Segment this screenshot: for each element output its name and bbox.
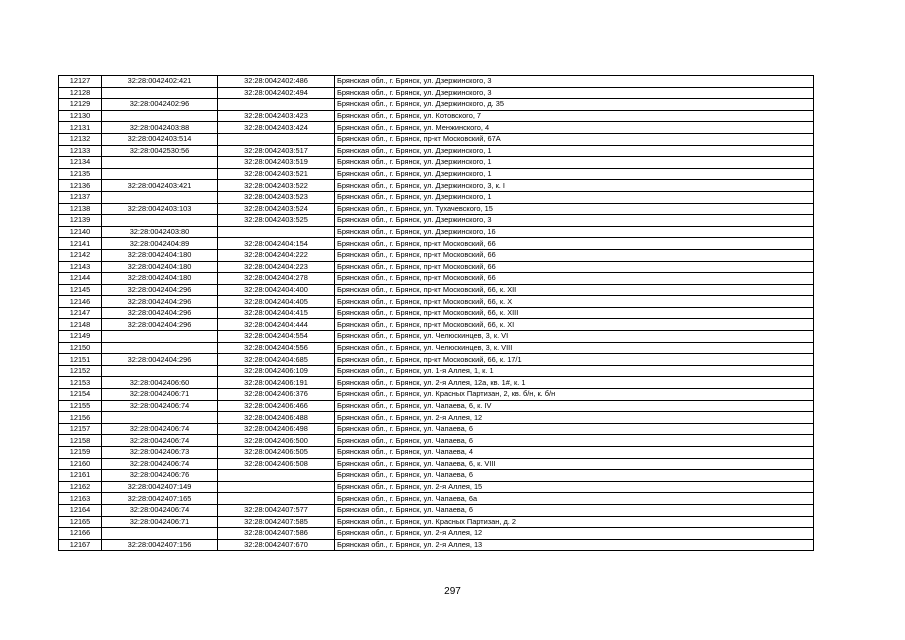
address-cell: Брянская обл., г. Брянск, пр-кт Московский, 66, к. X [335, 296, 814, 308]
object-cadastral-number-cell: 32:28:0042406:508 [218, 458, 335, 470]
table-row [59, 412, 814, 424]
table-row [59, 110, 814, 122]
object-cadastral-number-cell: 32:28:0042403:423 [218, 110, 335, 122]
row-number-cell: 12160 [59, 458, 102, 470]
row-number-cell: 12164 [59, 504, 102, 516]
object-cadastral-number-cell: 32:28:0042404:415 [218, 307, 335, 319]
table-row [59, 354, 814, 366]
row-number-cell: 12141 [59, 238, 102, 250]
cadastral-number-cell: 32:28:0042406:74 [102, 423, 218, 435]
table-row [59, 493, 814, 505]
cadastral-number-cell [102, 87, 218, 99]
object-cadastral-number-cell: 32:28:0042404:222 [218, 249, 335, 261]
cadastral-number-cell: 32:28:0042404:296 [102, 319, 218, 331]
address-cell: Брянская обл., г. Брянск, ул. Чапаева, 6 [335, 435, 814, 447]
table-row [59, 226, 814, 238]
table-row [59, 400, 814, 412]
cadastral-number-cell: 32:28:0042407:156 [102, 539, 218, 551]
object-cadastral-number-cell: 32:28:0042403:424 [218, 122, 335, 134]
table-row [59, 261, 814, 273]
address-cell: Брянская обл., г. Брянск, ул. 2-я Аллея, 12 [335, 528, 814, 540]
address-cell: Брянская обл., г. Брянск, ул. Красных Партизан, 2, кв. б/н, к. б/н [335, 389, 814, 401]
address-cell: Брянская обл., г. Брянск, ул. Дзержинского, 1 [335, 145, 814, 157]
table-row [59, 539, 814, 551]
address-cell: Брянская обл., г. Брянск, ул. Чапаева, 6 [335, 423, 814, 435]
object-cadastral-number-cell: 32:28:0042404:554 [218, 331, 335, 343]
object-cadastral-number-cell: 32:28:0042406:498 [218, 423, 335, 435]
table-row [59, 215, 814, 227]
row-number-cell: 12149 [59, 331, 102, 343]
row-number-cell: 12167 [59, 539, 102, 551]
row-number-cell: 12135 [59, 168, 102, 180]
cadastral-number-cell [102, 110, 218, 122]
address-cell: Брянская обл., г. Брянск, ул. Дзержинского, д. 35 [335, 99, 814, 111]
object-cadastral-number-cell: 32:28:0042407:577 [218, 504, 335, 516]
cadastral-number-cell: 32:28:0042403:80 [102, 226, 218, 238]
table-row [59, 423, 814, 435]
cadastral-number-cell: 32:28:0042406:74 [102, 435, 218, 447]
object-cadastral-number-cell: 32:28:0042404:400 [218, 284, 335, 296]
row-number-cell: 12129 [59, 99, 102, 111]
object-cadastral-number-cell [218, 226, 335, 238]
address-cell: Брянская обл., г. Брянск, пр-кт Московский, 66, к. XII [335, 284, 814, 296]
object-cadastral-number-cell [218, 99, 335, 111]
cadastral-number-cell: 32:28:0042406:74 [102, 504, 218, 516]
object-cadastral-number-cell: 32:28:0042403:525 [218, 215, 335, 227]
table-row [59, 307, 814, 319]
address-cell: Брянская обл., г. Брянск, ул. Дзержинского, 1 [335, 191, 814, 203]
cadastral-number-cell: 32:28:0042402:421 [102, 76, 218, 88]
cadastral-number-cell: 32:28:0042404:89 [102, 238, 218, 250]
object-cadastral-number-cell: 32:28:0042406:488 [218, 412, 335, 424]
address-cell: Брянская обл., г. Брянск, пр-кт Московский, 66 [335, 273, 814, 285]
cadastral-number-cell: 32:28:0042402:96 [102, 99, 218, 111]
address-cell: Брянская обл., г. Брянск, ул. 2-я Аллея, 12 [335, 412, 814, 424]
object-cadastral-number-cell: 32:28:0042403:522 [218, 180, 335, 192]
cadastral-number-cell: 32:28:0042404:296 [102, 307, 218, 319]
row-number-cell: 12131 [59, 122, 102, 134]
cadastral-number-cell [102, 157, 218, 169]
table-row [59, 76, 814, 88]
cadastral-number-cell: 32:28:0042407:149 [102, 481, 218, 493]
object-cadastral-number-cell [218, 470, 335, 482]
object-cadastral-number-cell: 32:28:0042404:154 [218, 238, 335, 250]
table-row [59, 377, 814, 389]
cadastral-number-cell: 32:28:0042404:180 [102, 273, 218, 285]
table-row [59, 319, 814, 331]
table-row [59, 470, 814, 482]
table-row [59, 273, 814, 285]
address-cell: Брянская обл., г. Брянск, пр-кт Московский, 66, к. 17/1 [335, 354, 814, 366]
object-cadastral-number-cell: 32:28:0042404:223 [218, 261, 335, 273]
address-cell: Брянская обл., г. Брянск, ул. Чапаева, 4 [335, 447, 814, 459]
cadastral-number-cell [102, 215, 218, 227]
object-cadastral-number-cell: 32:28:0042403:523 [218, 191, 335, 203]
cadastral-number-cell [102, 168, 218, 180]
table-row [59, 481, 814, 493]
address-cell: Брянская обл., г. Брянск, ул. Котовского, 7 [335, 110, 814, 122]
address-cell: Брянская обл., г. Брянск, пр-кт Московский, 66 [335, 261, 814, 273]
row-number-cell: 12163 [59, 493, 102, 505]
address-cell: Брянская обл., г. Брянск, ул. Дзержинского, 3 [335, 87, 814, 99]
cadastral-number-cell: 32:28:0042406:60 [102, 377, 218, 389]
cadastral-number-cell [102, 365, 218, 377]
row-number-cell: 12150 [59, 342, 102, 354]
cadastral-number-cell: 32:28:0042404:296 [102, 284, 218, 296]
table-row [59, 296, 814, 308]
row-number-cell: 12155 [59, 400, 102, 412]
cadastral-number-cell: 32:28:0042406:73 [102, 447, 218, 459]
cadastral-number-cell: 32:28:0042407:165 [102, 493, 218, 505]
table-row [59, 284, 814, 296]
address-cell: Брянская обл., г. Брянск, ул. 2-я Аллея, 12а, кв. 1#, к. 1 [335, 377, 814, 389]
cadastral-number-cell: 32:28:0042404:180 [102, 261, 218, 273]
row-number-cell: 12159 [59, 447, 102, 459]
row-number-cell: 12148 [59, 319, 102, 331]
object-cadastral-number-cell: 32:28:0042406:500 [218, 435, 335, 447]
table-row [59, 168, 814, 180]
row-number-cell: 12153 [59, 377, 102, 389]
row-number-cell: 12152 [59, 365, 102, 377]
object-cadastral-number-cell: 32:28:0042407:585 [218, 516, 335, 528]
address-cell: Брянская обл., г. Брянск, ул. Дзержинского, 1 [335, 157, 814, 169]
object-cadastral-number-cell: 32:28:0042402:494 [218, 87, 335, 99]
address-cell: Брянская обл., г. Брянск, пр-кт Московский, 66 [335, 238, 814, 250]
object-cadastral-number-cell: 32:28:0042403:519 [218, 157, 335, 169]
cadastral-number-cell: 32:28:0042404:296 [102, 296, 218, 308]
address-cell: Брянская обл., г. Брянск, ул. Чапаева, 6, к. VIII [335, 458, 814, 470]
row-number-cell: 12138 [59, 203, 102, 215]
table-row [59, 458, 814, 470]
cadastral-number-cell: 32:28:0042403:103 [102, 203, 218, 215]
address-cell: Брянская обл., г. Брянск, пр-кт Московский, 67А [335, 133, 814, 145]
object-cadastral-number-cell: 32:28:0042406:191 [218, 377, 335, 389]
row-number-cell: 12165 [59, 516, 102, 528]
object-cadastral-number-cell [218, 481, 335, 493]
address-cell: Брянская обл., г. Брянск, ул. 2-я Аллея, 15 [335, 481, 814, 493]
row-number-cell: 12127 [59, 76, 102, 88]
row-number-cell: 12162 [59, 481, 102, 493]
table-row [59, 365, 814, 377]
table-row [59, 447, 814, 459]
object-cadastral-number-cell: 32:28:0042404:278 [218, 273, 335, 285]
registry-table-body [59, 76, 814, 551]
cadastral-number-cell: 32:28:0042403:88 [102, 122, 218, 134]
object-cadastral-number-cell: 32:28:0042406:376 [218, 389, 335, 401]
address-cell: Брянская обл., г. Брянск, ул. Красных Партизан, д. 2 [335, 516, 814, 528]
cadastral-number-cell: 32:28:0042406:74 [102, 458, 218, 470]
table-row [59, 331, 814, 343]
cadastral-number-cell: 32:28:0042404:296 [102, 354, 218, 366]
table-row [59, 342, 814, 354]
object-cadastral-number-cell: 32:28:0042403:524 [218, 203, 335, 215]
table-row [59, 504, 814, 516]
row-number-cell: 12137 [59, 191, 102, 203]
table-row [59, 145, 814, 157]
object-cadastral-number-cell: 32:28:0042404:444 [218, 319, 335, 331]
object-cadastral-number-cell [218, 493, 335, 505]
cadastral-number-cell [102, 331, 218, 343]
row-number-cell: 12147 [59, 307, 102, 319]
cadastral-number-cell [102, 342, 218, 354]
address-cell: Брянская обл., г. Брянск, ул. Челюскинцев, 3, к. VIII [335, 342, 814, 354]
row-number-cell: 12134 [59, 157, 102, 169]
table-row [59, 238, 814, 250]
object-cadastral-number-cell: 32:28:0042403:517 [218, 145, 335, 157]
row-number-cell: 12136 [59, 180, 102, 192]
cadastral-number-cell: 32:28:0042403:421 [102, 180, 218, 192]
cadastral-number-cell [102, 412, 218, 424]
address-cell: Брянская обл., г. Брянск, ул. Челюскинцев, 3, к. VI [335, 331, 814, 343]
row-number-cell: 12142 [59, 249, 102, 261]
object-cadastral-number-cell: 32:28:0042403:521 [218, 168, 335, 180]
cadastral-number-cell: 32:28:0042406:71 [102, 516, 218, 528]
row-number-cell: 12145 [59, 284, 102, 296]
row-number-cell: 12156 [59, 412, 102, 424]
address-cell: Брянская обл., г. Брянск, ул. Дзержинского, 3, к. I [335, 180, 814, 192]
cadastral-number-cell: 32:28:0042403:514 [102, 133, 218, 145]
row-number-cell: 12161 [59, 470, 102, 482]
row-number-cell: 12154 [59, 389, 102, 401]
address-cell: Брянская обл., г. Брянск, ул. Дзержинского, 3 [335, 215, 814, 227]
table-row [59, 389, 814, 401]
address-cell: Брянская обл., г. Брянск, ул. Чапаева, 6, к. IV [335, 400, 814, 412]
row-number-cell: 12133 [59, 145, 102, 157]
table-row [59, 191, 814, 203]
object-cadastral-number-cell: 32:28:0042407:586 [218, 528, 335, 540]
row-number-cell: 12139 [59, 215, 102, 227]
table-row [59, 435, 814, 447]
object-cadastral-number-cell: 32:28:0042407:670 [218, 539, 335, 551]
object-cadastral-number-cell: 32:28:0042404:405 [218, 296, 335, 308]
cadastral-number-cell: 32:28:0042406:74 [102, 400, 218, 412]
registry-table [58, 75, 814, 551]
object-cadastral-number-cell: 32:28:0042402:486 [218, 76, 335, 88]
address-cell: Брянская обл., г. Брянск, пр-кт Московский, 66, к. XIII [335, 307, 814, 319]
row-number-cell: 12166 [59, 528, 102, 540]
cadastral-number-cell: 32:28:0042406:76 [102, 470, 218, 482]
object-cadastral-number-cell: 32:28:0042406:466 [218, 400, 335, 412]
address-cell: Брянская обл., г. Брянск, ул. 2-я Аллея, 13 [335, 539, 814, 551]
row-number-cell: 12144 [59, 273, 102, 285]
cadastral-number-cell: 32:28:0042406:71 [102, 389, 218, 401]
row-number-cell: 12146 [59, 296, 102, 308]
table-row [59, 203, 814, 215]
row-number-cell: 12130 [59, 110, 102, 122]
row-number-cell: 12128 [59, 87, 102, 99]
address-cell: Брянская обл., г. Брянск, ул. Дзержинского, 1 [335, 168, 814, 180]
page-number: 297 [444, 586, 461, 597]
table-row [59, 122, 814, 134]
object-cadastral-number-cell [218, 133, 335, 145]
address-cell: Брянская обл., г. Брянск, ул. Дзержинского, 16 [335, 226, 814, 238]
table-row [59, 528, 814, 540]
row-number-cell: 12143 [59, 261, 102, 273]
object-cadastral-number-cell: 32:28:0042406:109 [218, 365, 335, 377]
address-cell: Брянская обл., г. Брянск, ул. Дзержинского, 3 [335, 76, 814, 88]
address-cell: Брянская обл., г. Брянск, ул. Чапаева, 6 [335, 470, 814, 482]
row-number-cell: 12157 [59, 423, 102, 435]
address-cell: Брянская обл., г. Брянск, ул. 1-я Аллея, 1, к. 1 [335, 365, 814, 377]
address-cell: Брянская обл., г. Брянск, ул. Менжинского, 4 [335, 122, 814, 134]
cadastral-number-cell: 32:28:0042404:180 [102, 249, 218, 261]
table-row [59, 516, 814, 528]
row-number-cell: 12132 [59, 133, 102, 145]
table-row [59, 87, 814, 99]
address-cell: Брянская обл., г. Брянск, пр-кт Московский, 66 [335, 249, 814, 261]
table-row [59, 180, 814, 192]
cadastral-number-cell [102, 191, 218, 203]
address-cell: Брянская обл., г. Брянск, ул. Чапаева, 6а [335, 493, 814, 505]
object-cadastral-number-cell: 32:28:0042404:556 [218, 342, 335, 354]
table-row [59, 99, 814, 111]
address-cell: Брянская обл., г. Брянск, пр-кт Московский, 66, к. XI [335, 319, 814, 331]
row-number-cell: 12158 [59, 435, 102, 447]
table-row [59, 249, 814, 261]
object-cadastral-number-cell: 32:28:0042404:685 [218, 354, 335, 366]
address-cell: Брянская обл., г. Брянск, ул. Тухачевского, 15 [335, 203, 814, 215]
object-cadastral-number-cell: 32:28:0042406:505 [218, 447, 335, 459]
row-number-cell: 12151 [59, 354, 102, 366]
address-cell: Брянская обл., г. Брянск, ул. Чапаева, 6 [335, 504, 814, 516]
table-row [59, 157, 814, 169]
table-row [59, 133, 814, 145]
cadastral-number-cell: 32:28:0042530:56 [102, 145, 218, 157]
row-number-cell: 12140 [59, 226, 102, 238]
cadastral-number-cell [102, 528, 218, 540]
